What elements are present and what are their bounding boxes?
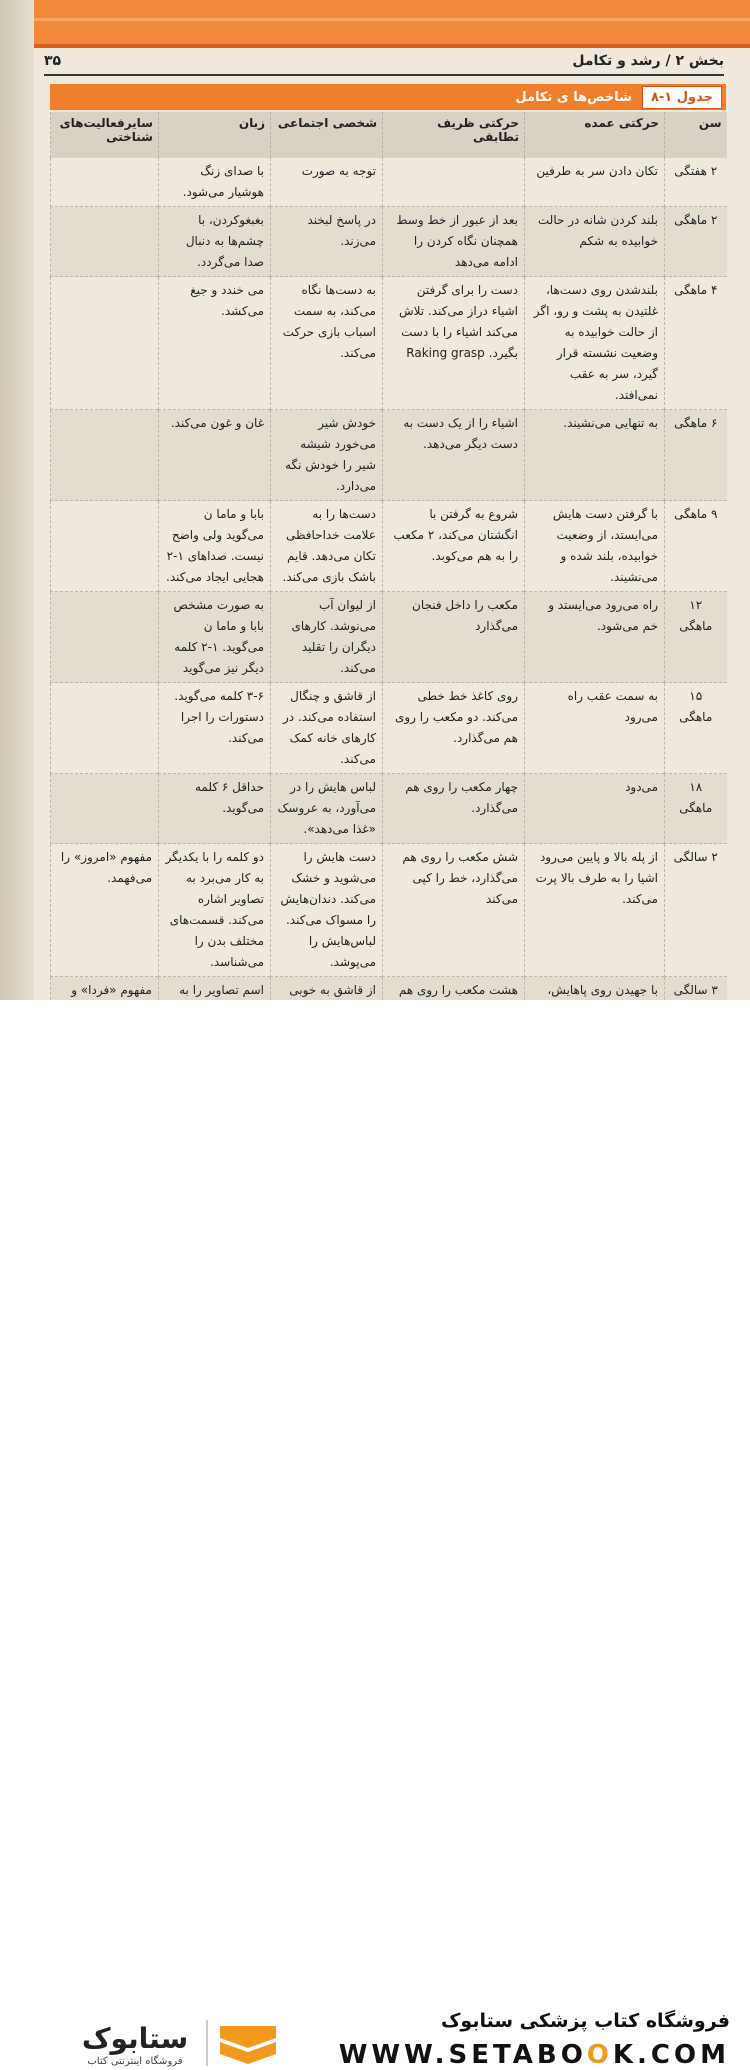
shop-name: فروشگاه کتاب پزشکی ستابوک — [440, 2010, 730, 2032]
table-cell — [51, 207, 159, 277]
table-cell: مفهوم «امروز» را می‌فهمد. — [51, 844, 159, 977]
chapter-title: بخش ۲ / رشد و تکامل — [572, 53, 724, 69]
table-cell: با جهیدن روی پاهایش، — [525, 977, 665, 1068]
age-cell: ۹ ماهگی — [665, 501, 727, 592]
col-header: شخصی اجتماعی — [271, 112, 383, 158]
col-header: سن — [665, 112, 727, 158]
table-row — [51, 277, 727, 410]
table-cell: مفهوم «فردا» و — [51, 977, 159, 1068]
table-cell — [51, 774, 159, 844]
table-cell: می خندد و جیغ می‌کشد. — [159, 277, 271, 410]
logo-subtext: فروشگاه اینترنتی کتاب — [87, 2056, 183, 2067]
table-cell: تکان دادن سر به طرفین — [525, 158, 665, 207]
running-header — [44, 48, 724, 76]
age-cell: ۲ ماهگی — [665, 207, 727, 277]
table-cell: به دست‌ها نگاه می‌کند، به سمت اسباب بازی حرکت می‌کند. — [271, 277, 383, 410]
page-spine — [0, 0, 34, 1000]
table-cell: ۳-۶ کلمه می‌گوید. دستورات را اجرا می‌کند. — [159, 683, 271, 774]
table-cell — [51, 501, 159, 592]
table-cell: چهار مکعب را روی هم می‌گذارد. — [383, 774, 525, 844]
table-row — [51, 158, 727, 207]
table-cell: مکعب را داخل فنجان می‌گذارد — [383, 592, 525, 683]
table-cell: دست‌ها را به علامت خداحافظی تکان می‌دهد. قایم باشک بازی می‌کند. — [271, 501, 383, 592]
col-header: حرکتی عمده — [525, 112, 665, 158]
table-cell: بغبغوکردن، با چشم‌ها به دنبال صدا می‌گردد. — [159, 207, 271, 277]
table-row — [51, 774, 727, 844]
table-row — [51, 683, 727, 774]
table-cell: حداقل ۶ کلمه می‌گوید. — [159, 774, 271, 844]
shop-footer — [0, 1000, 750, 2070]
age-cell: ۲ هفتگی — [665, 158, 727, 207]
logo-book-icon — [220, 2026, 276, 2048]
col-header: زبان — [159, 112, 271, 158]
table-cell: غان و غون می‌کند. — [159, 410, 271, 501]
table-cell: به تنهایی می‌نشیند. — [525, 410, 665, 501]
table-cell: لباس هایش را در می‌آورد، به عروسک «غذا می‌دهد». — [271, 774, 383, 844]
age-cell: ۱۸ ماهگی — [665, 774, 727, 844]
table-number: جدول ۱-۸ — [642, 86, 722, 109]
setabook-logo — [40, 2018, 280, 2068]
table-cell — [51, 158, 159, 207]
table-cell: با صدای زنگ هوشیار می‌شود. — [159, 158, 271, 207]
table-cell: دو کلمه را با یکدیگر به کار می‌برد به تصاویر اشاره می‌کند. قسمت‌های مختلف بدن را می‌شناسد. — [159, 844, 271, 977]
table-cell: از قاشق به خوبی — [271, 977, 383, 1068]
table-cell: توجه به صورت — [271, 158, 383, 207]
table-cell: به سمت عقب راه می‌رود — [525, 683, 665, 774]
table-cell — [51, 592, 159, 683]
table-cell: بلند کردن شانه در حالت خوابیده به شکم — [525, 207, 665, 277]
table-cell: از قاشق و چنگال استفاده می‌کند. در کارهای خانه کمک می‌کند. — [271, 683, 383, 774]
shop-url[interactable]: WWW.SETABOOK.COM — [338, 2040, 730, 2070]
table-cell: روی کاغذ خط خطی می‌کند. دو مکعب را روی هم می‌گذارد. — [383, 683, 525, 774]
table-cell: شروع به گرفتن با انگشتان می‌کند، ۲ مکعب را به هم می‌کوبد. — [383, 501, 525, 592]
table-cell — [51, 410, 159, 501]
table-cell: از لیوان آب می‌نوشد. کارهای دیگران را تقلید می‌کند. — [271, 592, 383, 683]
table-row — [51, 844, 727, 977]
age-cell: ۱۵ ماهگی — [665, 683, 727, 774]
table-header-row — [51, 112, 727, 158]
age-cell: ۱۲ ماهگی — [665, 592, 727, 683]
age-cell: ۲ سالگی — [665, 844, 727, 977]
table-cell: اشیاء را از یک دست به دست دیگر می‌دهد. — [383, 410, 525, 501]
table-cell: دست هایش را می‌شوید و خشک می‌کند. دندان‌هایش را مسواک می‌کند. لباس‌هایش را می‌پوشد. — [271, 844, 383, 977]
table-row — [51, 410, 727, 501]
table-cell: بعد از عبور از خط وسط همچنان نگاه کردن را ادامه می‌دهد — [383, 207, 525, 277]
table-cell: با گرفتن دست هایش می‌ایستد، از وضعیت خوابیده، بلند شده و می‌نشیند. — [525, 501, 665, 592]
table-row — [51, 592, 727, 683]
milestones-table — [50, 112, 727, 1068]
table-row — [51, 207, 727, 277]
table-title-bar — [50, 84, 726, 110]
col-header: سایرفعالیت‌های شناختی — [51, 112, 159, 158]
age-cell: ۳ سالگی — [665, 977, 727, 1068]
table-cell: در پاسخ لبخند می‌زند. — [271, 207, 383, 277]
table-cell: خودش شیر می‌خورد شیشه شیر را خودش نگه می‌دارد. — [271, 410, 383, 501]
col-header: حرکتی ظریف تطابقی — [383, 112, 525, 158]
table-cell: بابا و ماما ن می‌گوید ولی واضح نیست. صداهای ۱-۲ هجایی ایجاد می‌کند. — [159, 501, 271, 592]
top-decorative-band — [34, 0, 750, 48]
age-cell: ۶ ماهگی — [665, 410, 727, 501]
age-cell: ۴ ماهگی — [665, 277, 727, 410]
table-cell: هشت مکعب را روی هم — [383, 977, 525, 1068]
table-cell: بلندشدن روی دست‌ها، غلتیدن به پشت و رو، اگر از حالت خوابیده به وضعیت نشسته قرار گیرد، سر به عقب نمی‌افتد. — [525, 277, 665, 410]
table-row — [51, 501, 727, 592]
table-cell — [51, 277, 159, 410]
table-cell: به صورت مشخص بابا و ماما ن می‌گوید. ۱-۲ کلمه دیگر نیز می‌گوید — [159, 592, 271, 683]
page-number: ۳۵ — [44, 53, 62, 69]
table-cell — [383, 158, 525, 207]
book-page — [0, 0, 750, 1000]
table-cell: اسم تصاویر را به — [159, 977, 271, 1068]
table-cell: راه می‌رود می‌ایستد و خم می‌شود. — [525, 592, 665, 683]
table-cell: از پله بالا و پایین می‌رود اشیا را به طرف بالا پرت می‌کند. — [525, 844, 665, 977]
table-title: شاخص‌ها ی تکامل — [515, 89, 632, 105]
table-cell: می‌دود — [525, 774, 665, 844]
table-cell: شش مکعب را روی هم می‌گذارد، خط را کپی می‌کند — [383, 844, 525, 977]
table-cell: دست را برای گرفتن اشیاء دراز می‌کند. تلاش می‌کند اشیاء را با دست بگیرد. Raking grasp — [383, 277, 525, 410]
table-cell — [51, 683, 159, 774]
logo-text: ستابوک — [81, 2022, 189, 2055]
